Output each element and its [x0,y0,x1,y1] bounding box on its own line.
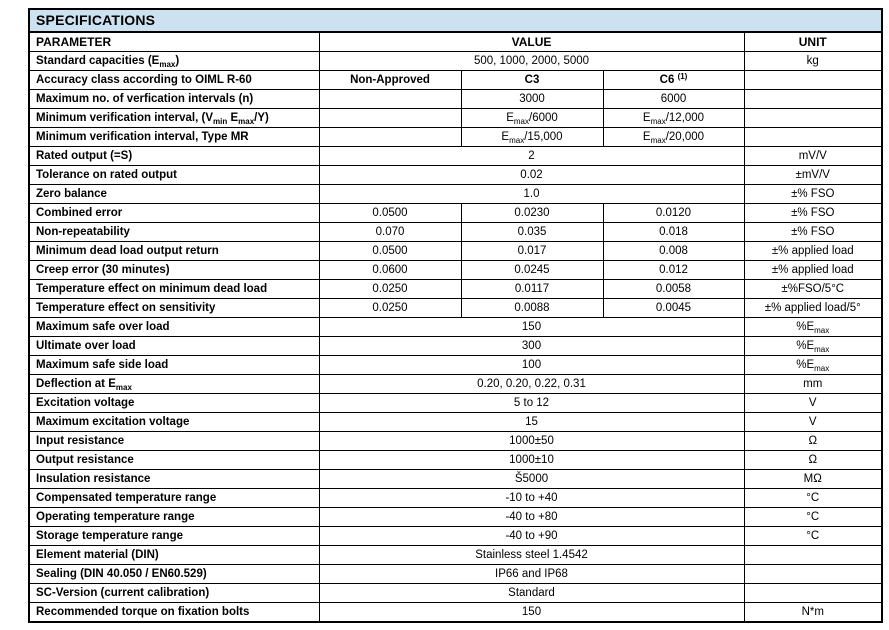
unit-cell: °C [744,508,882,527]
unit-cell [744,128,882,147]
value-cell: -40 to +80 [319,508,744,527]
table-title: SPECIFICATIONS [29,9,882,32]
parameter-cell: SC-Version (current calibration) [29,584,319,603]
value-cell: 0.070 [319,223,461,242]
value-cell: 3000 [461,90,603,109]
value-cell: $E_{max}/6000$ [461,109,603,128]
unit-cell: ±mV/V [744,166,882,185]
value-cell: 0.0117 [461,280,603,299]
table-row [29,223,882,242]
unit-cell: ±% FSO [744,204,882,223]
parameter-cell: Recommended torque on fixation bolts [29,603,319,623]
table-row [29,375,882,394]
value-cell: 0.017 [461,242,603,261]
parameter-cell: Ultimate over load [29,337,319,356]
value-cell: 6000 [603,90,744,109]
parameter-cell: Zero balance [29,185,319,204]
parameter-cell: Compensated temperature range [29,489,319,508]
value-cell: 0.012 [603,261,744,280]
value-cell: 0.0230 [461,204,603,223]
unit-cell: Ω [744,451,882,470]
unit-cell [744,109,882,128]
unit-cell: ±% applied load [744,242,882,261]
value-cell: Stainless steel 1.4542 [319,546,744,565]
value-cell: 0.02 [319,166,744,185]
parameter-cell: Insulation resistance [29,470,319,489]
unit-cell: kg [744,52,882,71]
parameter-cell: Maximum no. of verfication intervals (n) [29,90,319,109]
unit-cell [744,71,882,90]
table-row [29,356,882,375]
unit-cell: mV/V [744,147,882,166]
unit-cell: $\%E_{max}$ [744,318,882,337]
table-row [29,147,882,166]
value-cell: 0.0500 [319,242,461,261]
value-cell: 1000±10 [319,451,744,470]
parameter-cell: Storage temperature range [29,527,319,546]
table-row [29,527,882,546]
parameter-cell: Maximum excitation voltage [29,413,319,432]
table-row [29,394,882,413]
value-cell: $E_{max}/20,000$ [603,128,744,147]
unit-cell: ±% applied load/5° [744,299,882,318]
unit-cell: MΩ [744,470,882,489]
parameter-cell: Standard capacities $(E_{max})$ [29,52,319,71]
table-row [29,128,882,147]
value-cell: 0.0500 [319,204,461,223]
table-row [29,280,882,299]
unit-cell: ±%FSO/5°C [744,280,882,299]
value-cell: 150 [319,318,744,337]
parameter-cell: Combined error [29,204,319,223]
parameter-cell: Temperature effect on sensitivity [29,299,319,318]
table-row [29,451,882,470]
value-cell: Standard [319,584,744,603]
unit-cell: °C [744,489,882,508]
unit-cell: N*m [744,603,882,623]
value-cell: 1000±50 [319,432,744,451]
value-cell: 150 [319,603,744,623]
unit-cell: mm [744,375,882,394]
unit-cell: V [744,413,882,432]
table-row [29,546,882,565]
parameter-cell: Maximum safe side load [29,356,319,375]
value-cell: 0.0045 [603,299,744,318]
value-cell [319,128,461,147]
value-cell: 0.0250 [319,280,461,299]
unit-cell [744,90,882,109]
table-header-row [29,32,882,52]
unit-cell: $\%E_{max}$ [744,356,882,375]
value-cell: C6 $^{(1)}$ [603,71,744,90]
parameter-cell: Minimum verification interval, ($V_{min}$ $E_{max}/Y$) [29,109,319,128]
value-cell: 2 [319,147,744,166]
table-row [29,432,882,451]
parameter-cell: Deflection at $E_{max}$ [29,375,319,394]
value-cell: Non-Approved [319,71,461,90]
specifications-table [28,8,883,623]
value-cell: 0.0088 [461,299,603,318]
table-row [29,413,882,432]
value-cell: $E_{max}/15,000$ [461,128,603,147]
unit-cell: °C [744,527,882,546]
table-row [29,261,882,280]
column-header-value: VALUE [319,32,744,52]
table-row [29,242,882,261]
parameter-cell: Minimum dead load output return [29,242,319,261]
table-row [29,603,882,623]
table-row [29,565,882,584]
unit-cell [744,546,882,565]
parameter-cell: Non-repeatability [29,223,319,242]
table-row [29,489,882,508]
table-row [29,204,882,223]
unit-cell: ±% FSO [744,223,882,242]
parameter-cell: Element material (DIN) [29,546,319,565]
value-cell: C3 [461,71,603,90]
parameter-cell: Creep error (30 minutes) [29,261,319,280]
table-row [29,337,882,356]
value-cell: 0.008 [603,242,744,261]
value-cell: 5 to 12 [319,394,744,413]
table-title-row [29,9,882,32]
value-cell: 0.0120 [603,204,744,223]
parameter-cell: Sealing (DIN 40.050 / EN60.529) [29,565,319,584]
parameter-cell: Accuracy class according to OIML R-60 [29,71,319,90]
unit-cell [744,584,882,603]
table-row [29,71,882,90]
parameter-cell: Rated output (=S) [29,147,319,166]
table-row [29,508,882,527]
value-cell: 0.0250 [319,299,461,318]
value-cell: 100 [319,356,744,375]
parameter-cell: Minimum verification interval, Type MR [29,128,319,147]
parameter-cell: Maximum safe over load [29,318,319,337]
parameter-cell: Excitation voltage [29,394,319,413]
column-header-unit: UNIT [744,32,882,52]
value-cell: 500, 1000, 2000, 5000 [319,52,744,71]
unit-cell: ±% applied load [744,261,882,280]
table-row [29,470,882,489]
parameter-cell: Input resistance [29,432,319,451]
column-header-parameter: PARAMETER [29,32,319,52]
table-body [29,52,882,623]
value-cell: 1.0 [319,185,744,204]
value-cell: 15 [319,413,744,432]
value-cell: 0.035 [461,223,603,242]
table-row [29,52,882,71]
table-row [29,185,882,204]
value-cell: $E_{max}/12,000$ [603,109,744,128]
unit-cell: ±% FSO [744,185,882,204]
value-cell: IP66 and IP68 [319,565,744,584]
unit-cell: Ω [744,432,882,451]
table-row [29,318,882,337]
value-cell: 0.018 [603,223,744,242]
value-cell: 0.0600 [319,261,461,280]
table-row [29,166,882,185]
value-cell [319,109,461,128]
unit-cell: V [744,394,882,413]
parameter-cell: Output resistance [29,451,319,470]
parameter-cell: Temperature effect on minimum dead load [29,280,319,299]
table-row [29,109,882,128]
value-cell: -40 to +90 [319,527,744,546]
value-cell: 0.0058 [603,280,744,299]
value-cell: 300 [319,337,744,356]
value-cell: 0.20, 0.20, 0.22, 0.31 [319,375,744,394]
value-cell: -10 to +40 [319,489,744,508]
value-cell: 0.0245 [461,261,603,280]
value-cell [319,90,461,109]
unit-cell [744,565,882,584]
table-row [29,584,882,603]
value-cell: Š5000 [319,470,744,489]
table-row [29,90,882,109]
unit-cell: $\%E_{max}$ [744,337,882,356]
table-row [29,299,882,318]
parameter-cell: Operating temperature range [29,508,319,527]
parameter-cell: Tolerance on rated output [29,166,319,185]
